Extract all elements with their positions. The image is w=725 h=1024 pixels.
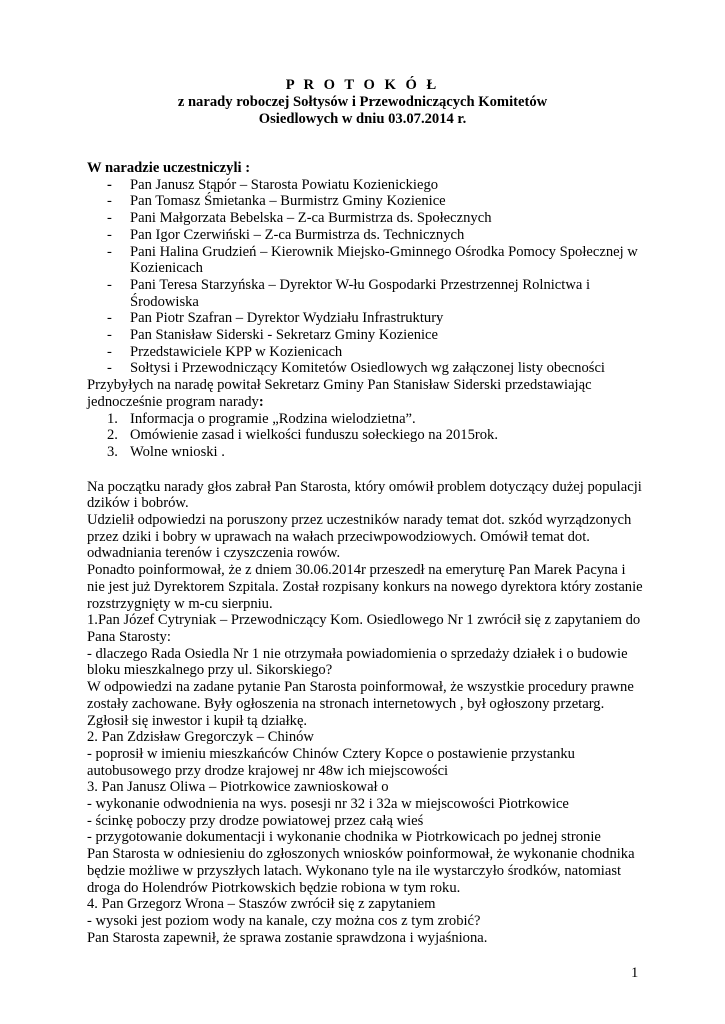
agenda-text: Omówienie zasad i wielkości funduszu sołeckiego na 2015rok. — [130, 427, 498, 444]
agenda-item — [87, 411, 647, 428]
dash-bullet: - — [107, 210, 112, 227]
paragraph: 3. Pan Janusz Oliwa – Piotrkowice zawnioskował o — [87, 779, 389, 796]
participant-text: Pan Piotr Szafran – Dyrektor Wydziału Infrastruktury — [130, 310, 444, 327]
paragraph: - poprosił w imieniu mieszkańców Chinów Cztery Kopce o postawienie przystanku autobusowego przy drodze krajowej nr 48w ich miejscowości — [87, 745, 575, 779]
intro-text: Przybyłych na naradę powitał Sekretarz Gminy Pan Stanisław Siderski przedstawiając jednocześnie program narady — [87, 377, 592, 410]
agenda-item — [87, 427, 647, 444]
list-item — [87, 327, 647, 344]
paragraph: - wykonanie odwodnienia na wys. posesji nr 32 i 32a w miejscowości Piotrkowice — [87, 796, 569, 813]
document-subtitle-line2: Osiedlowych w dniu 03.07.2014 r. — [258, 111, 467, 127]
participant-text: Pan Janusz Stąpór – Starosta Powiatu Kozienickiego — [130, 176, 439, 193]
dash-bullet: - — [107, 193, 112, 210]
intro-colon: : — [258, 393, 264, 410]
dash-bullet: - — [107, 343, 112, 360]
list-item — [87, 310, 647, 327]
dash-bullet: - — [107, 310, 112, 327]
spacer — [87, 461, 647, 479]
paragraph: 1.Pan Józef Cytryniak – Przewodniczący Kom. Osiedlowego Nr 1 zwrócił się z zapytaniem do Pana Starosty: — [87, 612, 641, 645]
list-item — [87, 177, 647, 194]
participant-text: Sołtysi i Przewodniczący Komitetów Osiedlowych wg załączonej listy obecności — [130, 360, 605, 377]
participant-text: Pan Tomasz Śmietanka – Burmistrz Gminy Kozienice — [130, 193, 446, 210]
list-item — [87, 244, 647, 277]
document-subtitle-line1: z narady roboczej Sołtysów i Przewodniczących Komitetów — [177, 94, 548, 110]
list-item — [87, 344, 647, 361]
participant-text: Pani Małgorzata Bebelska – Z-ca Burmistrza ds. Społecznych — [130, 210, 492, 227]
document-body — [87, 160, 647, 946]
paragraph: Pan Starosta zapewnił, że sprawa zostanie sprawdzona i wyjaśniona. — [87, 929, 488, 946]
participants-heading: W naradzie uczestniczyli : — [87, 160, 251, 176]
participant-text: Pani Teresa Starzyńska – Dyrektor W-łu Gospodarki Przestrzennej Rolnictwa i Środowiska — [130, 276, 591, 310]
participant-text: Pani Halina Grudzień – Kierownik Miejsko-Gminnego Ośrodka Pomocy Społecznej w Kozienicach — [130, 243, 638, 277]
paragraph: Pan Starosta w odniesieniu do zgłoszonych wniosków poinformował, że wykonanie chodnika będzie możliwe w przyszłych latach. Wykonano tyle na ile wystarczyło środków, natomiast droga do Holendrów Piotrkowskich będzie robiona w tym roku. — [87, 846, 635, 896]
paragraph: Na początku narady głos zabrał Pan Starosta, który omówił problem dotyczący dużej populacji dzików i bobrów. — [87, 478, 642, 512]
participants-list — [87, 177, 647, 377]
document-title: P R O T O K Ó Ł — [285, 77, 440, 93]
dash-bullet: - — [107, 176, 112, 193]
agenda-number: 1. — [107, 410, 118, 427]
list-item — [87, 193, 647, 210]
agenda-text: Wolne wnioski . — [130, 443, 225, 460]
dash-bullet: - — [107, 243, 112, 260]
agenda-item — [87, 444, 647, 461]
dash-bullet: - — [107, 276, 112, 293]
paragraph: - ścinkę poboczy przy drodze powiatowej przez całą wieś — [87, 812, 424, 829]
agenda-list — [87, 411, 647, 461]
paragraph: - dlaczego Rada Osiedla Nr 1 nie otrzymała powiadomienia o sprzedaży działek i o budowie bloku mieszkalnego przy ul. Sikorskiego? — [87, 645, 628, 679]
paragraph: - wysoki jest poziom wody na kanale, czy można cos z tym zrobić? — [87, 912, 481, 929]
participant-text: Przedstawiciele KPP w Kozienicach — [130, 343, 343, 360]
paragraph: - przygotowanie dokumentacji i wykonanie chodnika w Piotrkowicach po jednej stronie — [87, 829, 601, 846]
paragraph: 4. Pan Grzegorz Wrona – Staszów zwrócił się z zapytaniem — [87, 896, 436, 913]
page-number: 1 — [631, 965, 639, 981]
dash-bullet: - — [107, 360, 112, 377]
paragraph: 2. Pan Zdzisław Gregorczyk – Chinów — [87, 729, 314, 746]
participant-text: Pan Igor Czerwiński – Z-ca Burmistrza ds. Technicznych — [130, 226, 465, 243]
paragraph: Ponadto poinformował, że z dniem 30.06.2014r przeszedł na emeryturę Pan Marek Pacyna i nie jest już Dyrektorem Szpitala. Został rozpisany konkurs na nowego dyrektora który zostanie rozstrzygnięty w m-cu sierpniu. — [87, 562, 643, 612]
participant-text: Pan Stanisław Siderski - Sekretarz Gminy Kozienice — [130, 327, 439, 344]
agenda-number: 3. — [107, 443, 118, 460]
agenda-text: Informacja o programie „Rodzina wielodzietna”. — [130, 410, 416, 427]
list-item — [87, 360, 647, 377]
paragraph: W odpowiedzi na zadane pytanie Pan Starosta poinformował, że wszystkie procedury prawne zostały zachowane. Były ogłoszenia na stronach internetowych , był ogłoszony przetarg. Zgłosił się inwestor i kupił tą działkę. — [87, 679, 634, 729]
paragraph: Udzielił odpowiedzi na poruszony przez uczestników narady temat dot. szkód wyrządzonych przez dziki i bobry w uprawach na wałach przeciwpowodziowych. Omówił temat dot. odwadniania terenów i czyszczenia rowów. — [87, 512, 632, 562]
agenda-number: 2. — [107, 427, 118, 444]
list-item — [87, 277, 647, 310]
intro-paragraph — [87, 377, 647, 410]
list-item — [87, 227, 647, 244]
dash-bullet: - — [107, 226, 112, 243]
list-item — [87, 210, 647, 227]
dash-bullet: - — [107, 327, 112, 344]
